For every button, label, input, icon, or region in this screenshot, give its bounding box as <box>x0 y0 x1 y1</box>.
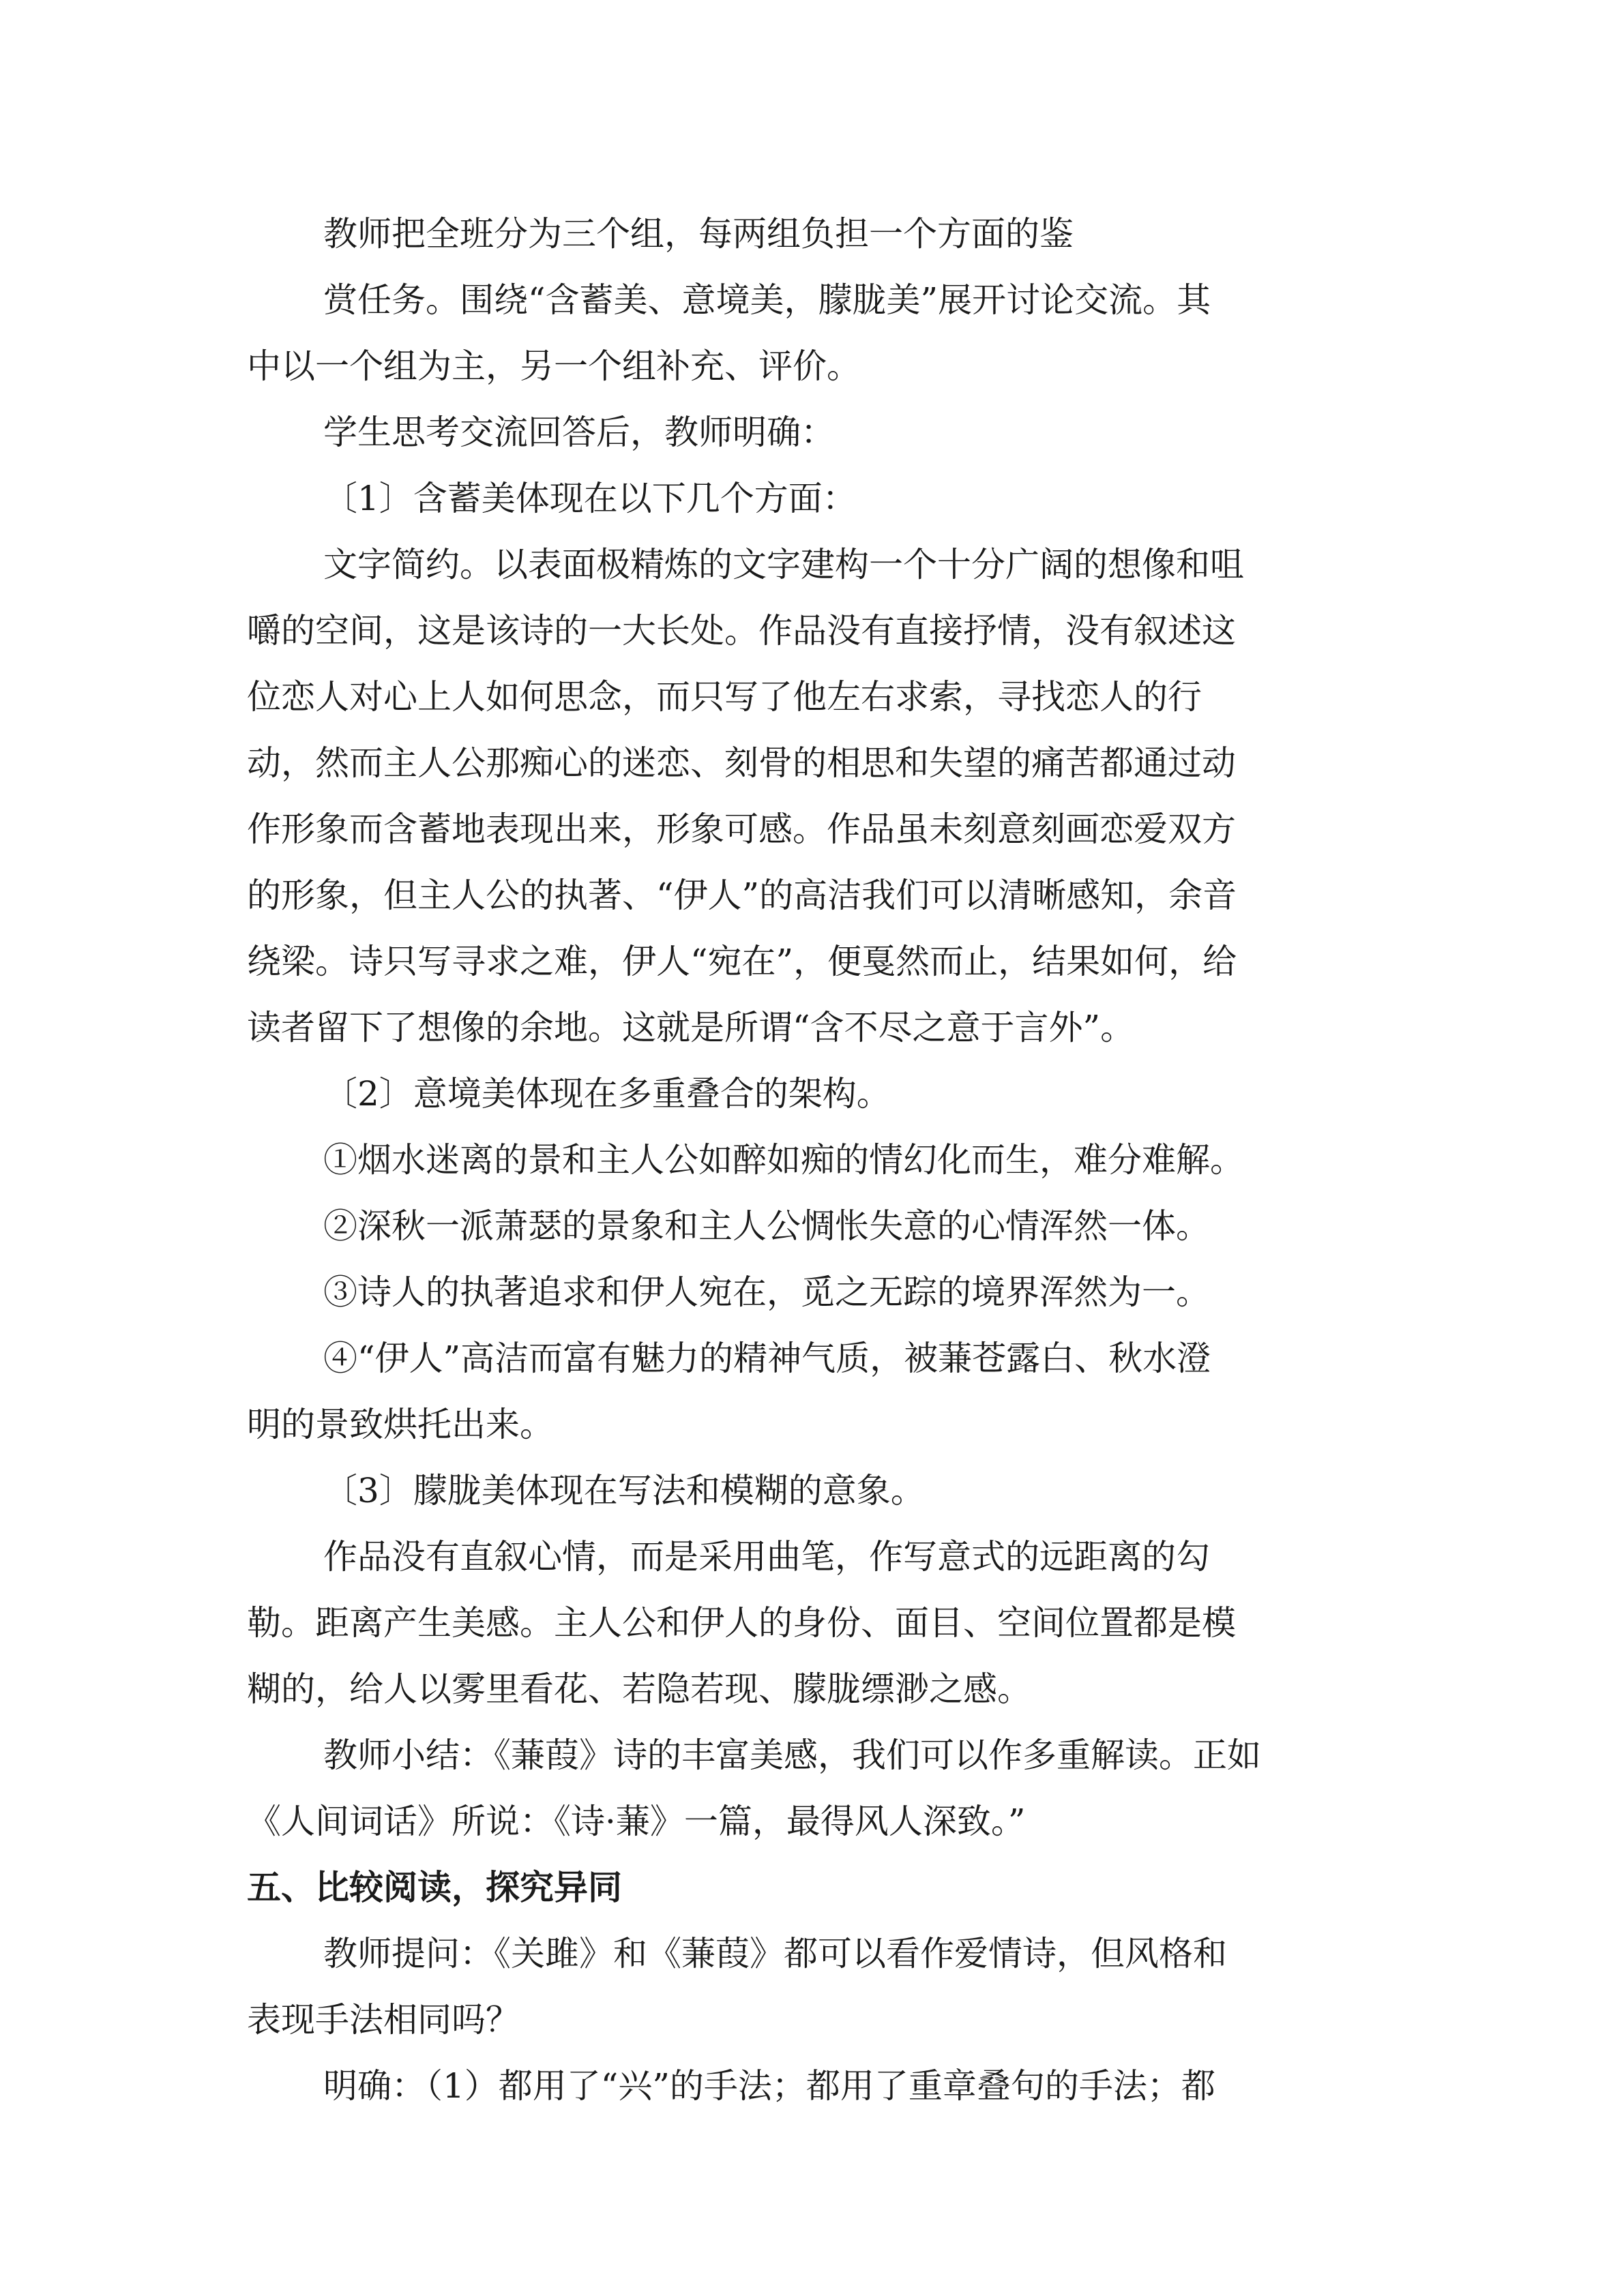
paragraph-line: 的形象，但主人公的执著、“伊人”的高洁我们可以清晰感知，余音 <box>247 876 1237 915</box>
paragraph-line: 教师小结：《蒹葭》诗的丰富美感，我们可以作多重解读。正如 <box>323 1735 1261 1775</box>
paragraph-line: ④“伊人”高洁而富有魅力的精神气质，被蒹苍露白、秋水澄 <box>323 1339 1211 1378</box>
paragraph-line: 〔2〕意境美体现在多重叠合的架构。 <box>323 1074 891 1114</box>
paragraph-line: 教师把全班分为三个组，每两组负担一个方面的鉴 <box>323 214 1074 254</box>
paragraph-line: 勒。距离产生美感。主人公和伊人的身份、面目、空间位置都是模 <box>247 1603 1236 1643</box>
paragraph-line: 作品没有直叙心情，而是采用曲笔，作写意式的远距离的勾 <box>323 1537 1210 1577</box>
paragraph-line: 文字简约。以表面极精炼的文字建构一个十分广阔的想像和咀 <box>323 545 1244 584</box>
paragraph-line: ③诗人的执著追求和伊人宛在，觅之无踪的境界浑然为一。 <box>323 1272 1210 1312</box>
paragraph-line: 表现手法相同吗？ <box>247 2000 520 2040</box>
paragraph-line: 赏任务。围绕“含蓄美、意境美，朦胧美”展开讨论交流。其 <box>323 280 1211 320</box>
paragraph-line: 糊的，给人以雾里看花、若隐若现、朦胧缥渺之感。 <box>247 1669 1031 1709</box>
paragraph-line: 学生思考交流回答后，教师明确： <box>323 413 835 452</box>
paragraph-line: 位恋人对心上人如何思念，而只写了他左右求索，寻找恋人的行 <box>247 677 1202 717</box>
paragraph-line: 《人间词话》所说：《诗·蒹》一篇，最得风人深致。” <box>247 1802 1026 1841</box>
paragraph-line: 读者留下了想像的余地。这就是所谓“含不尽之意于言外”。 <box>247 1008 1135 1047</box>
paragraph-line: 中以一个组为主，另一个组补充、评价。 <box>247 346 861 386</box>
paragraph-line: 教师提问：《关雎》和《蒹葭》都可以看作爱情诗，但风格和 <box>323 1934 1227 1973</box>
paragraph-line: 嚼的空间，这是该诗的一大长处。作品没有直接抒情，没有叙述这 <box>247 611 1236 651</box>
paragraph-line: 〔3〕朦胧美体现在写法和模糊的意象。 <box>323 1471 925 1510</box>
paragraph-line: 作形象而含蓄地表现出来，形象可感。作品虽未刻意刻画恋爱双方 <box>247 809 1236 849</box>
paragraph-line: 明确：（1）都用了“兴”的手法；都用了重章叠句的手法；都 <box>323 2066 1215 2106</box>
paragraph-line: 明的景致烘托出来。 <box>247 1405 554 1444</box>
paragraph-line: 绕梁。诗只写寻求之难，伊人“宛在”，便戛然而止，结果如何，给 <box>247 942 1237 981</box>
paragraph-line: 动，然而主人公那痴心的迷恋、刻骨的相思和失望的痛苦都通过动 <box>247 743 1236 783</box>
document-body <box>247 201 1379 2119</box>
section-heading: 五、比较阅读，探究异同 <box>247 1868 622 1907</box>
paragraph-line: ②深秋一派萧瑟的景象和主人公惆怅失意的心情浑然一体。 <box>323 1206 1210 1246</box>
paragraph-line: ①烟水迷离的景和主人公如醉如痴的情幻化而生，难分难解。 <box>323 1140 1244 1180</box>
paragraph-line: 〔1〕含蓄美体现在以下几个方面： <box>323 479 857 518</box>
